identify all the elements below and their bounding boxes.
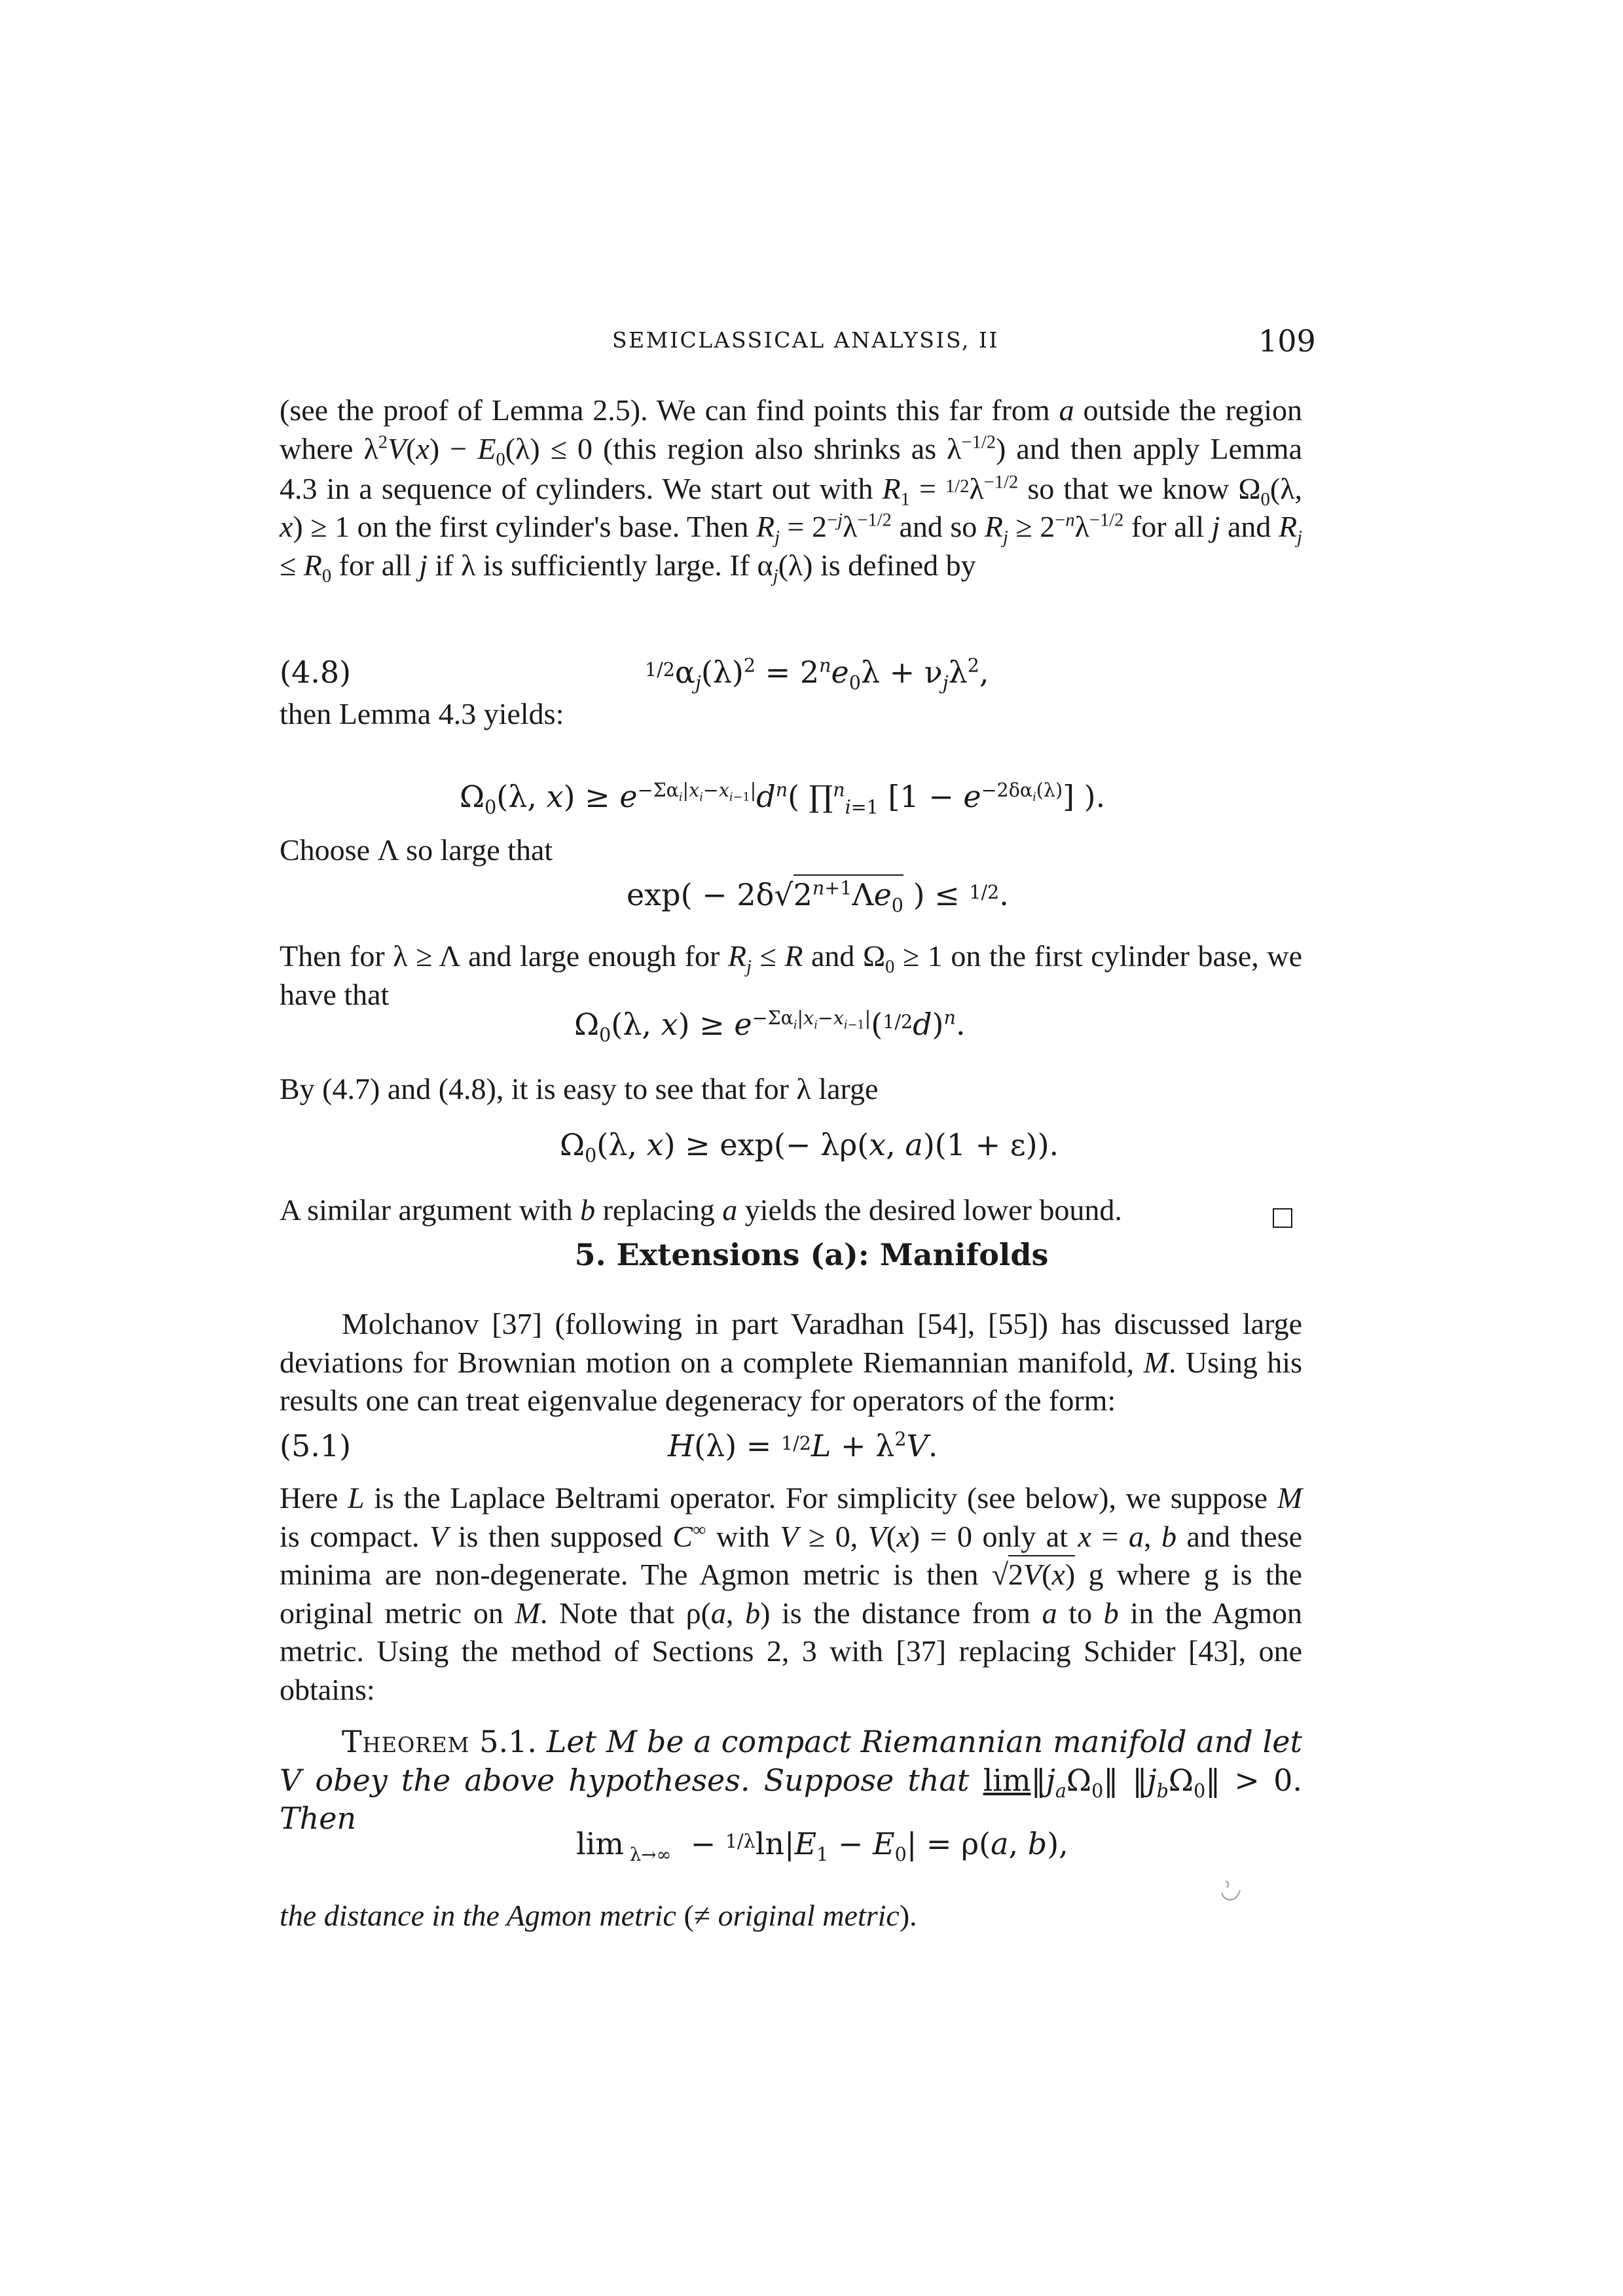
paragraph-3: Choose Λ so large that <box>280 833 553 867</box>
equation-theorem-limit: $\lim _{\lambda\to\infty} - 1/\lambda\ln|E_1 - E_0| = \rho(a$, b), <box>576 1826 1068 1866</box>
equation-number-4-8: (4.8) <box>280 655 352 690</box>
equation-number-5-1: (5.1) <box>280 1428 352 1463</box>
equation-4-8: $1/2\alpha_j(\lambda)^2 = 2^ne_0\lambda + \nu_j\lambda^2$, <box>645 655 989 694</box>
page-number: 109 <box>1258 323 1316 359</box>
qed-box <box>1273 1208 1292 1228</box>
paragraph-9: the distance in the Agmon metric (≠ original metric). <box>280 1899 917 1932</box>
paragraph-4: Then for λ ≥ Λ and large enough for $R_j \le R$ and $\Omega_0 \ge 1$ on the first cylinder base, we have that <box>280 939 1302 1011</box>
equation-lower-bound-half-d: $\Omega_0(\lambda$, $x) \ge e^{-\Sigma\alpha_i|x_i-x_{i-1}|}(1/2d)^n$. <box>574 1007 966 1047</box>
running-head: SEMICLASSICAL ANALYSIS, II <box>612 327 999 353</box>
section-heading: 5. Extensions (a): Manifolds <box>574 1237 1049 1272</box>
paragraph-5: By (4.7) and (4.8), it is easy to see that for λ large <box>280 1072 879 1105</box>
paragraph-6: A similar argument with b replacing a yields the desired lower bound. <box>280 1193 1122 1227</box>
equation-5-1: $H(\lambda) = 1/2L + \lambda^2V$. <box>668 1428 938 1463</box>
pencil-mark <box>1218 1878 1244 1905</box>
theorem-5-1: Theorem 5.1. Let M be a compact Riemannian manifold and let V obey the above hypotheses. Suppose that $\lim‖j_a\Omega_0‖$ $‖j_b\Omega_0‖ > 0$. Then <box>280 1724 1302 1836</box>
paragraph-1: (see the proof of Lemma 2.5). We can find points this far from a outside the region where $\lambda^2V(x) - E_0(\lambda) \le 0$ (this region also shrinks as $\lambda^{-1/2}$) and then apply Lemma 4.3 in a sequence of cylinders. We start out with $R_1 = 1/2\lambda^{-1/2}$ so that we know $\Omega_0(\lambda$, x) ≥ 1 on the first cylinder's base. Then $R_j = 2^{-j}\lambda^{-1/2}$ and so $R_j \ge 2^{-n}\lambda^{-1/2}$ for all j and $R_j \le R_0$ for all j if λ is sufficiently large. If $\alpha_j(\lambda)$ is defined by <box>280 393 1302 587</box>
equation-lower-bound-exp: $\Omega_0(\lambda$, x) ≥ exp(− λρ(x, a)(1 + ε)). <box>560 1127 1059 1167</box>
equation-lower-bound-product: $\Omega_0(\lambda$, $x) \ge e^{-\Sigma\alpha_i|x_i-x_{i-1}|}d^n$( ∏$^n_{i=1}$ $[1 - e^{-2\delta\alpha_i(\lambda)}]$ ). <box>460 779 1106 819</box>
paragraph-7: Molchanov [37] (following in part Varadhan [54], [55]) has discussed large deviations for Brownian motion on a complete Riemannian manifold, M. Using his results one can treat eigenvalue degeneracy for operators of the form: <box>280 1307 1302 1417</box>
paragraph-2: then Lemma 4.3 yields: <box>280 697 564 730</box>
equation-choose-lambda: $\exp( - 2\delta√2^{n+1}\Lambda e_0$ ) ≤ 1/2. <box>627 877 1009 912</box>
paragraph-8: Here L is the Laplace Beltrami operator. For simplicity (see below), we suppose M is compact. V is then supposed C∞ with V ≥ 0, V(x) = 0 only at x = a, b and these minima are non-degenerate. The Agmon metric is then √2V(x) g where g is the original metric on M. Note that ρ(a, b) is the distance from a to b in the Agmon metric. Using the method of Sections 2, 3 with [37] replacing Schider [43], one obtains: <box>280 1481 1303 1706</box>
